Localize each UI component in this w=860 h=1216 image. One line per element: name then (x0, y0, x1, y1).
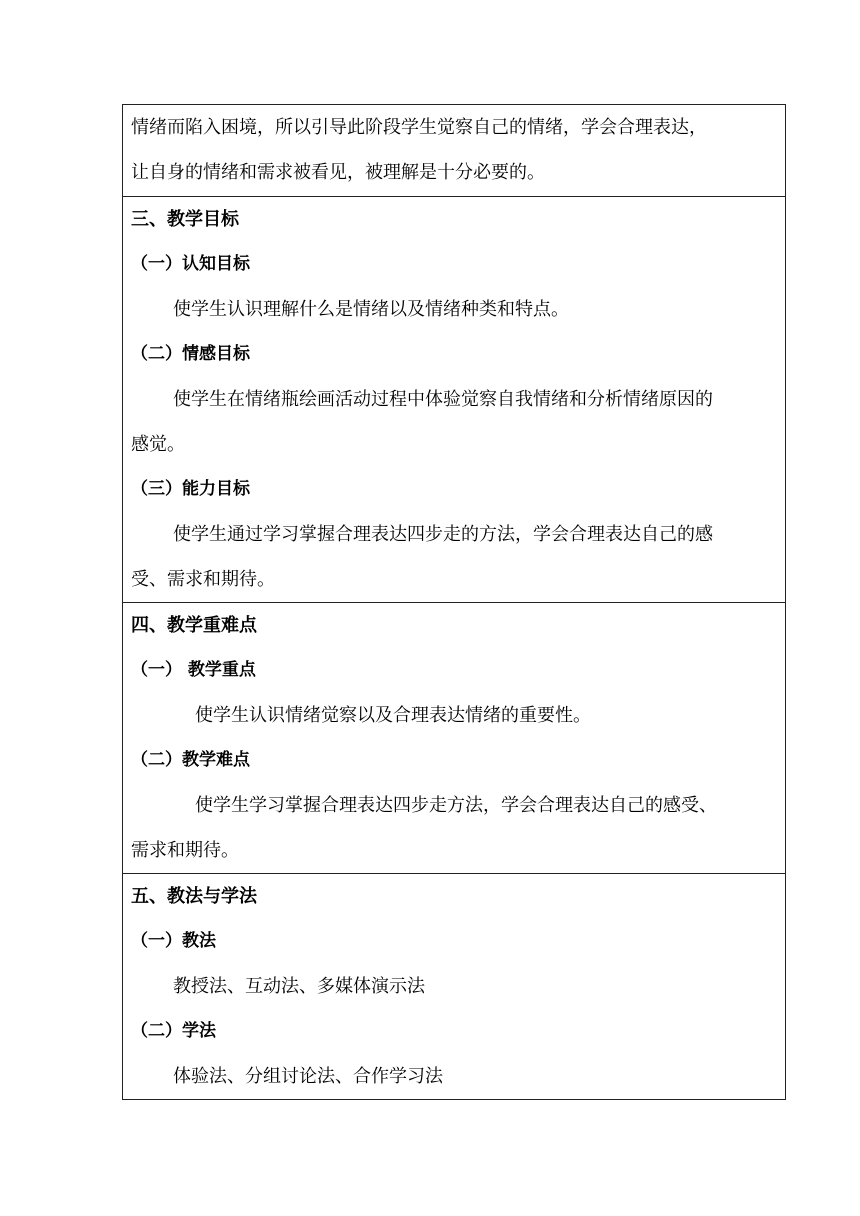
paragraph-line: 使学生学习掌握合理表达四步走方法，学会合理表达自己的感受、 (195, 795, 717, 816)
section-heading: 三、教学目标 (131, 209, 239, 230)
paragraph-line: 使学生认识理解什么是情绪以及情绪种类和特点。 (173, 299, 569, 320)
intro-cell (123, 105, 785, 196)
subsection-heading: （二）情感目标 (131, 344, 250, 364)
key-points-cell (123, 602, 785, 873)
subsection-heading: （二）学法 (131, 1021, 216, 1041)
section-heading: 五、教法与学法 (131, 886, 257, 907)
paragraph-line: 使学生认识情绪觉察以及合理表达情绪的重要性。 (195, 705, 591, 726)
paragraph-line: 教授法、互动法、多媒体演示法 (173, 976, 425, 997)
intro-line: 让自身的情绪和需求被看见，被理解是十分必要的。 (131, 162, 545, 183)
paragraph-line: 体验法、分组讨论法、合作学习法 (173, 1066, 443, 1087)
methods-cell (123, 873, 785, 1099)
subsection-heading: （一）认知目标 (131, 254, 250, 274)
paragraph-line: 需求和期待。 (131, 840, 239, 861)
intro-line: 情绪而陷入困境，所以引导此阶段学生觉察自己的情绪，学会合理表达， (131, 117, 707, 138)
subsection-heading: （三）能力目标 (131, 479, 250, 499)
section-heading: 四、教学重难点 (131, 615, 257, 636)
paragraph-line: 受、需求和期待。 (131, 569, 275, 590)
paragraph-line: 使学生在情绪瓶绘画活动过程中体验觉察自我情绪和分析情绪原因的 (173, 389, 713, 410)
paragraph-line: 使学生通过学习掌握合理表达四步走的方法，学会合理表达自己的感 (173, 524, 713, 545)
subsection-heading: （二）教学难点 (131, 750, 250, 770)
teaching-goals-cell (123, 196, 785, 602)
subsection-heading: （一）教法 (131, 931, 216, 951)
paragraph-line: 感觉。 (131, 434, 185, 455)
lesson-plan-table (122, 104, 786, 1100)
subsection-heading: （一） 教学重点 (131, 660, 256, 680)
